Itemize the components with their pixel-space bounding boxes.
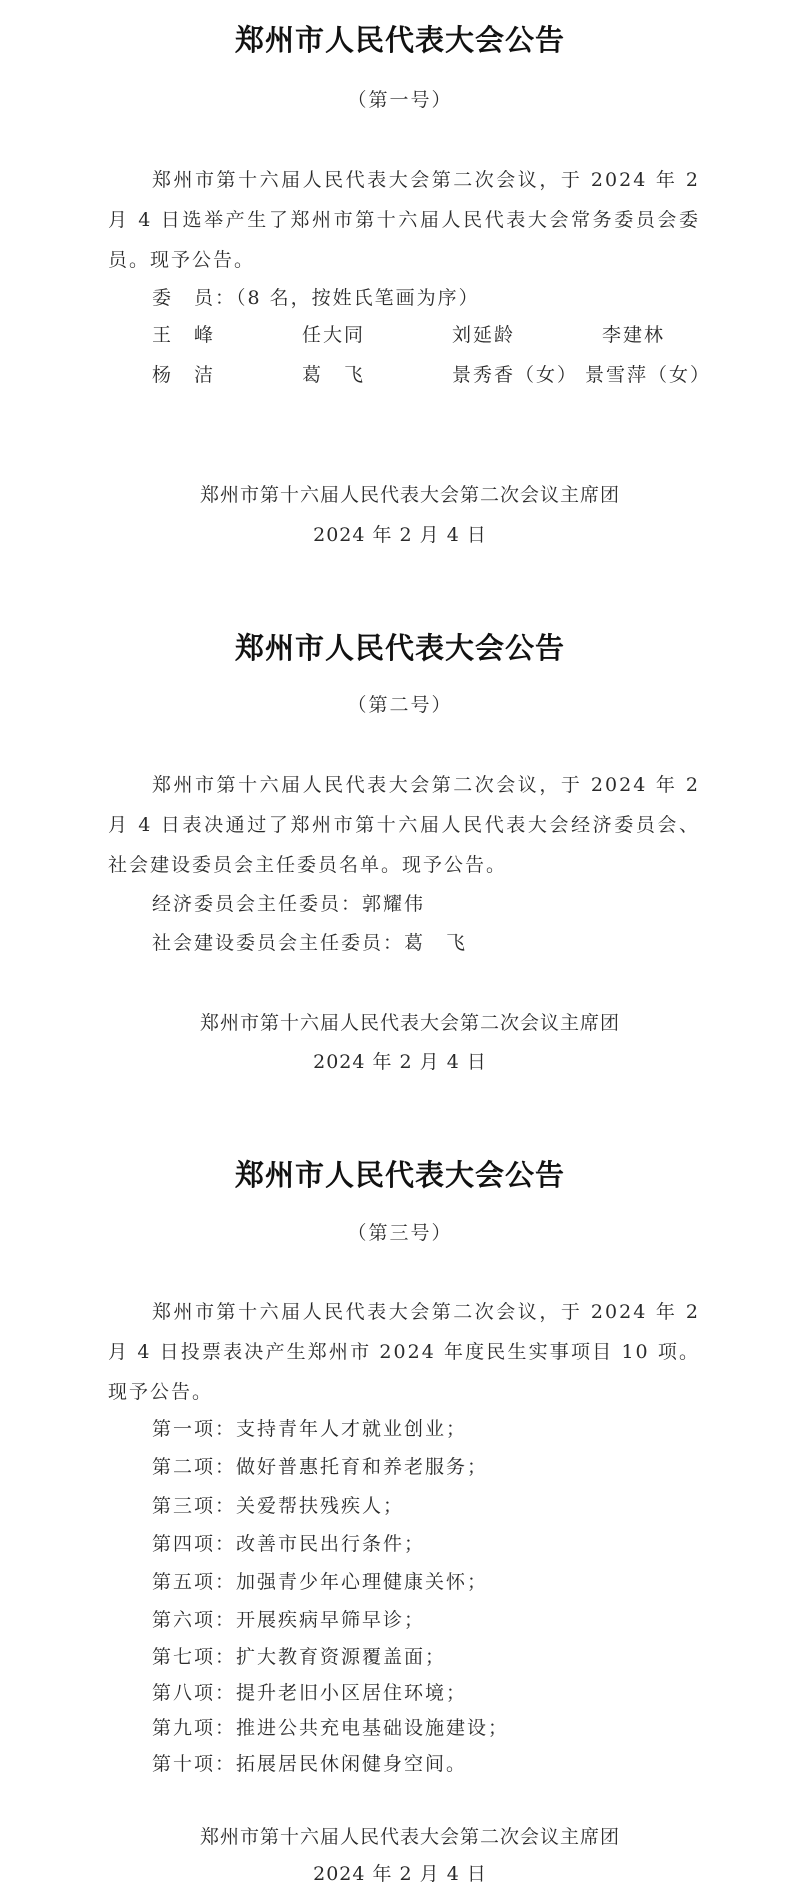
notice-3-title: 郑州市人民代表大会公告 xyxy=(234,1158,565,1192)
list-item: 第六项：开展疾病早筛早诊； xyxy=(152,1609,426,1631)
member-name: 葛 飞 xyxy=(302,364,366,386)
member-name: 王 峰 xyxy=(152,324,216,346)
list-item: 第二项：做好普惠托育和养老服务； xyxy=(152,1456,489,1478)
notice-2-number: （第二号） xyxy=(347,694,453,716)
notice-1-title: 郑州市人民代表大会公告 xyxy=(234,23,565,57)
notice-1-signature: 郑州市第十六届人民代表大会第二次会议主席团 xyxy=(199,484,620,506)
member-name: 任大同 xyxy=(302,324,366,346)
notice-2-date: 2024 年 2 月 4 日 xyxy=(313,1051,487,1073)
member-name: 景秀香（女） xyxy=(452,364,579,386)
member-name: 杨 洁 xyxy=(152,364,216,386)
notice-3-number: （第三号） xyxy=(347,1222,453,1244)
notice-2-line: 经济委员会主任委员：郭耀伟 xyxy=(152,893,426,915)
notice-1-date: 2024 年 2 月 4 日 xyxy=(313,524,487,546)
notice-3-body: 郑州市第十六届人民代表大会第二次会议，于 2024 年 2 月 4 日投票表决产生郑州市 2024 年度民生实事项目 10 项。现予公告。 xyxy=(108,1301,700,1403)
list-item: 第三项：关爱帮扶残疾人； xyxy=(152,1495,405,1517)
list-item: 第八项：提升老旧小区居住环境； xyxy=(152,1682,468,1704)
list-item: 第四项：改善市民出行条件； xyxy=(152,1533,426,1555)
list-item: 第十项：拓展居民休闲健身空间。 xyxy=(152,1753,468,1775)
list-item: 第七项：扩大教育资源覆盖面； xyxy=(152,1646,447,1668)
member-name: 刘延龄 xyxy=(452,324,516,346)
notice-1-number: （第一号） xyxy=(347,89,453,111)
notice-2-line: 社会建设委员会主任委员：葛 飞 xyxy=(152,932,468,954)
list-item: 第一项：支持青年人才就业创业； xyxy=(152,1418,468,1440)
notice-2-title: 郑州市人民代表大会公告 xyxy=(234,631,565,665)
notice-2-signature: 郑州市第十六届人民代表大会第二次会议主席团 xyxy=(199,1012,620,1034)
list-item: 第九项：推进公共充电基础设施建设； xyxy=(152,1717,510,1739)
notice-1-members-label: 委 员：（8 名，按姓氏笔画为序） xyxy=(152,287,480,309)
member-name: 景雪萍（女） xyxy=(585,364,712,386)
notice-3-signature: 郑州市第十六届人民代表大会第二次会议主席团 xyxy=(199,1826,620,1848)
member-name: 李建林 xyxy=(602,324,666,346)
notice-2-body: 郑州市第十六届人民代表大会第二次会议，于 2024 年 2 月 4 日表决通过了郑州市第十六届人民代表大会经济委员会、社会建设委员会主任委员名单。现予公告。 xyxy=(108,774,700,876)
notice-3-date: 2024 年 2 月 4 日 xyxy=(313,1863,487,1885)
list-item: 第五项：加强青少年心理健康关怀； xyxy=(152,1571,489,1593)
notice-1-body: 郑州市第十六届人民代表大会第二次会议，于 2024 年 2 月 4 日选举产生了郑州市第十六届人民代表大会常务委员会委员。现予公告。 xyxy=(108,169,700,271)
